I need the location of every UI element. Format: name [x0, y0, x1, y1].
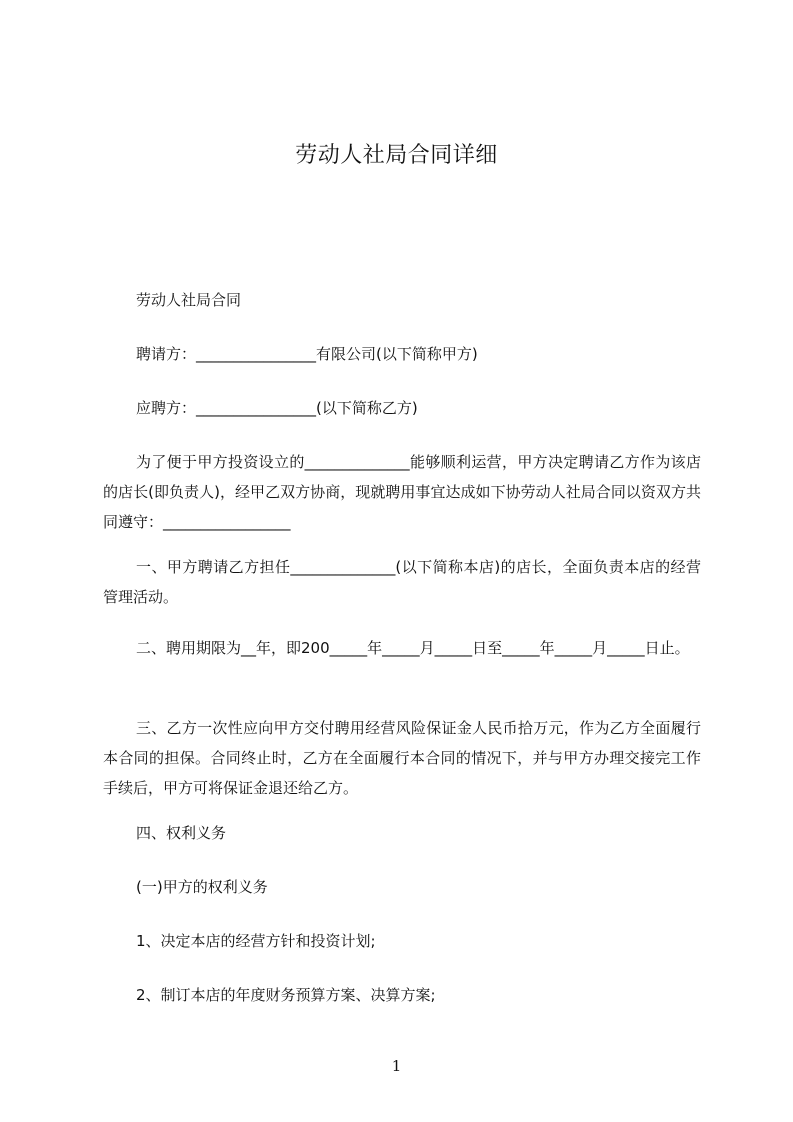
clause-4-heading: 四、权利义务: [136, 824, 227, 842]
employer-line: 聘请方：________________有限公司(以下简称甲方): [136, 345, 478, 363]
preamble-paragraph: 为了便于甲方投资设立的______________能够顺利运营，甲方决定聘请乙方作为该店的店长(即负责人)，经甲乙双方协商，现就聘用事宜达成如下协劳动人社局合同以资双方共同遵守：_________________: [103, 453, 701, 531]
party-a-item-2: 2、制订本店的年度财务预算方案、决算方案;: [136, 986, 436, 1004]
page-number: 1: [391, 1057, 402, 1075]
party-a-item-1: 1、决定本店的经营方针和投资计划;: [136, 932, 376, 950]
document-title: 劳动人社局合同详细: [295, 143, 498, 168]
clause-2-paragraph: 二、聘用期限为__年，即200_____年_____月_____日至_____年_____月_____日止。: [136, 639, 690, 657]
employee-line: 应聘方：________________(以下简称乙方): [136, 399, 418, 417]
contract-heading: 劳动人社局合同: [136, 291, 242, 309]
clause-3-paragraph: 三、乙方一次性应向甲方交付聘用经营风险保证金人民币拾万元，作为乙方全面履行本合同的担保。合同终止时，乙方在全面履行本合同的情况下，并与甲方办理交接完工作手续后，甲方可将保证金退还给乙方。: [103, 719, 701, 797]
party-a-rights-heading: (一)甲方的权利义务: [136, 878, 268, 896]
clause-1-paragraph: 一、甲方聘请乙方担任______________(以下简称本店)的店长，全面负责本店的经营管理活动。: [103, 558, 701, 606]
